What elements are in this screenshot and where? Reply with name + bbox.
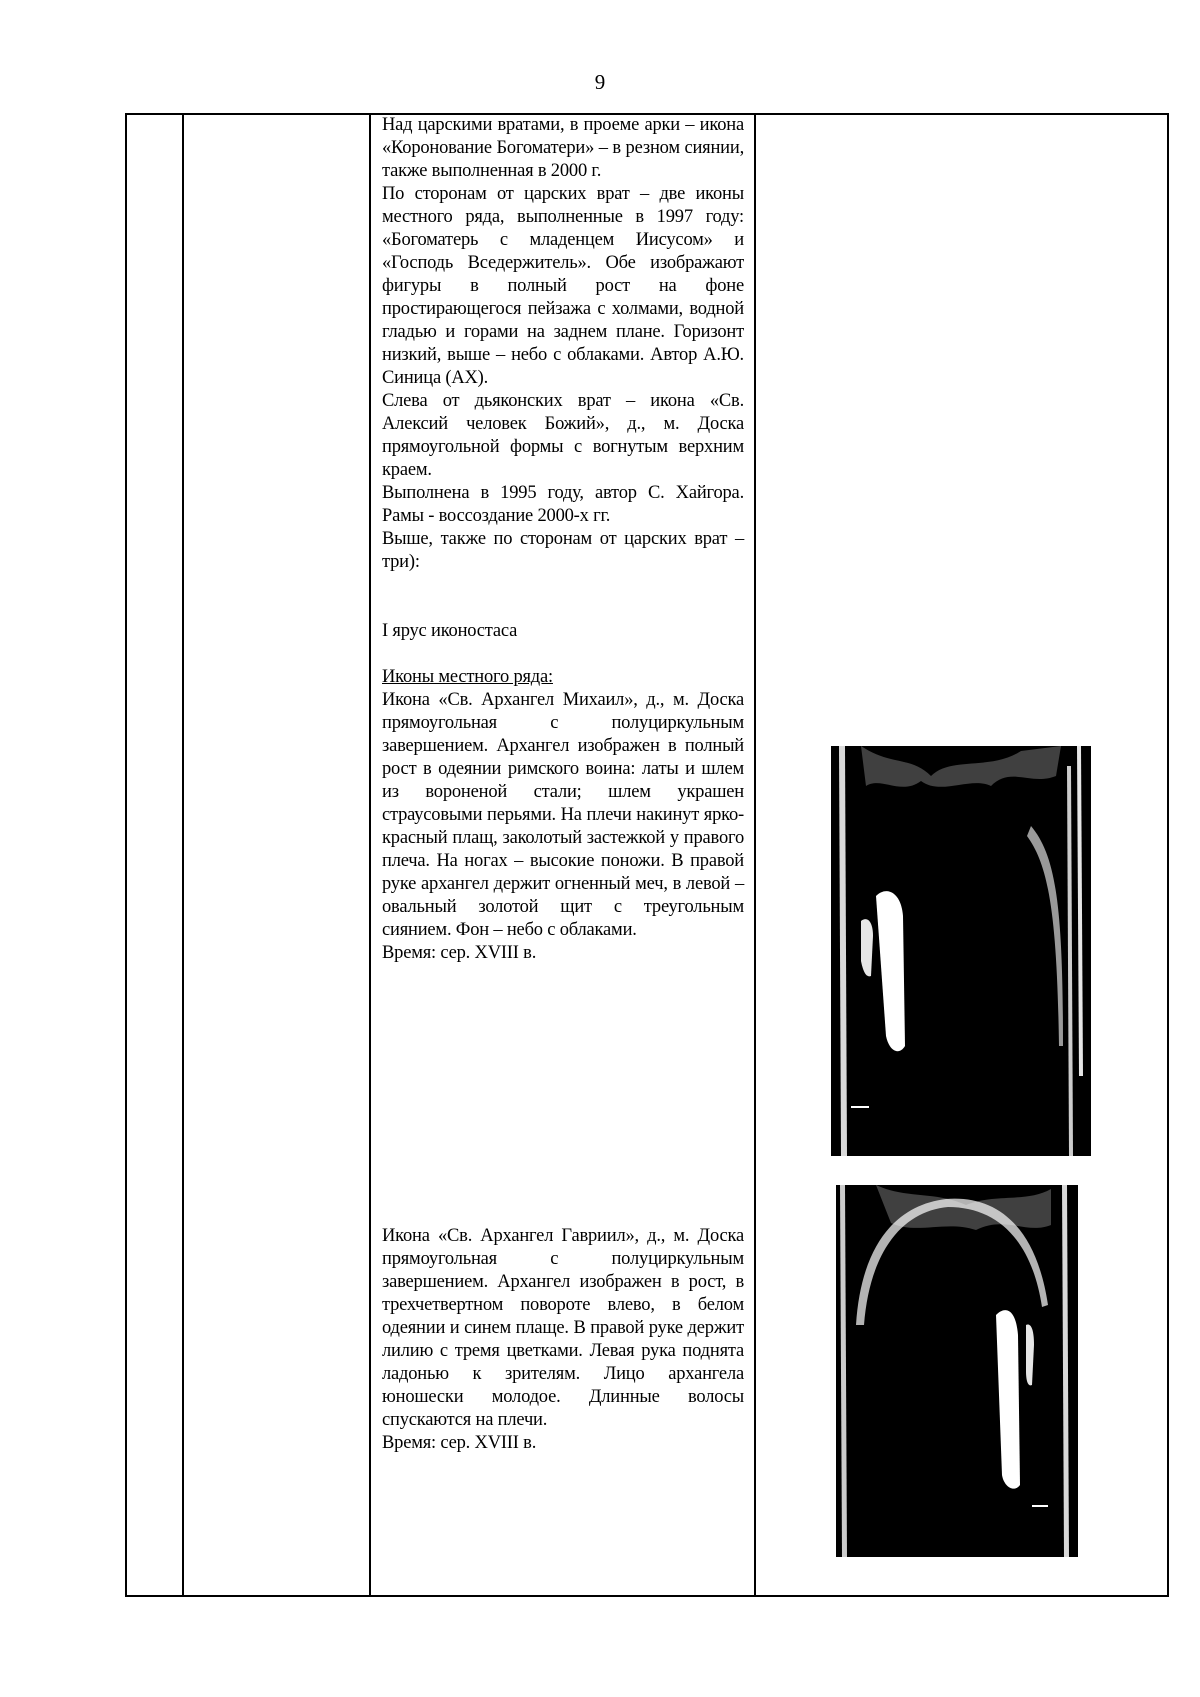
row-heading: Иконы местного ряда: — [382, 667, 553, 687]
column-divider-2 — [369, 113, 371, 1597]
description-cell-bottom — [382, 1225, 744, 1455]
paragraph-above: Выше, также по сторонам от царских врат – три): — [382, 529, 744, 572]
icon-gavriil-photo — [836, 1185, 1078, 1557]
paragraph-execution: Выполнена в 1995 году, автор С. Хайгора. Рамы - воссоздание 2000-х гг. — [382, 483, 744, 526]
icon-gavriil-time: Время: сер. XVIII в. — [382, 1433, 537, 1453]
icon-mikhail-description: Икона «Св. Архангел Михаил», д., м. Доска прямоугольная с полуциркульным завершением. Архангел изображен в полный рост в одеянии римского воина: латы и шлем из вороненой стали; шлем украшен страусовыми перьями. На плечи накинут ярко-красный плащ, заколотый застежкой у правого плеча. На ногах – высокие поножи. В правой руке архангел держит огненный меч, в левой – овальный золотой щит с треугольным сиянием. Фон – небо с облаками. — [382, 690, 744, 940]
paragraph-local-row-icons: По сторонам от царских врат – две иконы местного ряда, выполненные в 1997 году: «Богоматерь с младенцем Иисусом» и «Господь Вседержитель». Обе изображают фигуры в полный рост на фоне простирающегося пейзажа с холмами, водной гладью и горами на заднем плане. Горизонт низкий, выше – небо с облаками. Автор А.Ю. Синица (АХ). — [382, 184, 744, 388]
paragraph-royal-doors: Над царскими вратами, в проеме арки – икона «Коронование Богоматери» – в резном сиянии, также выполненная в 2000 г. — [382, 115, 744, 181]
page-number: 9 — [594, 70, 606, 94]
paragraph-alexius-icon: Слева от дьяконских врат – икона «Св. Алексий человек Божий», д., м. Доска прямоугольной формы с вогнутым верхним краем. — [382, 391, 744, 480]
icon-gavriil-description: Икона «Св. Архангел Гавриил», д., м. Доска прямоугольная с полуциркульным завершением. Архангел изображен в рост, в трехчетвертном повороте влево, в белом одеянии и синем плаще. В правой руке держит лилию с тремя цветками. Левая рука поднята ладонью к зрителям. Лицо архангела юношески молодое. Длинные волосы спускаются на плечи. — [382, 1226, 744, 1430]
icon-mikhail-photo — [831, 746, 1091, 1156]
column-divider-1 — [182, 113, 184, 1597]
tier-heading: I ярус иконостаса — [382, 621, 518, 641]
icon-mikhail-time: Время: сер. XVIII в. — [382, 943, 537, 963]
column-divider-3 — [754, 113, 756, 1597]
description-cell-top — [382, 114, 744, 965]
